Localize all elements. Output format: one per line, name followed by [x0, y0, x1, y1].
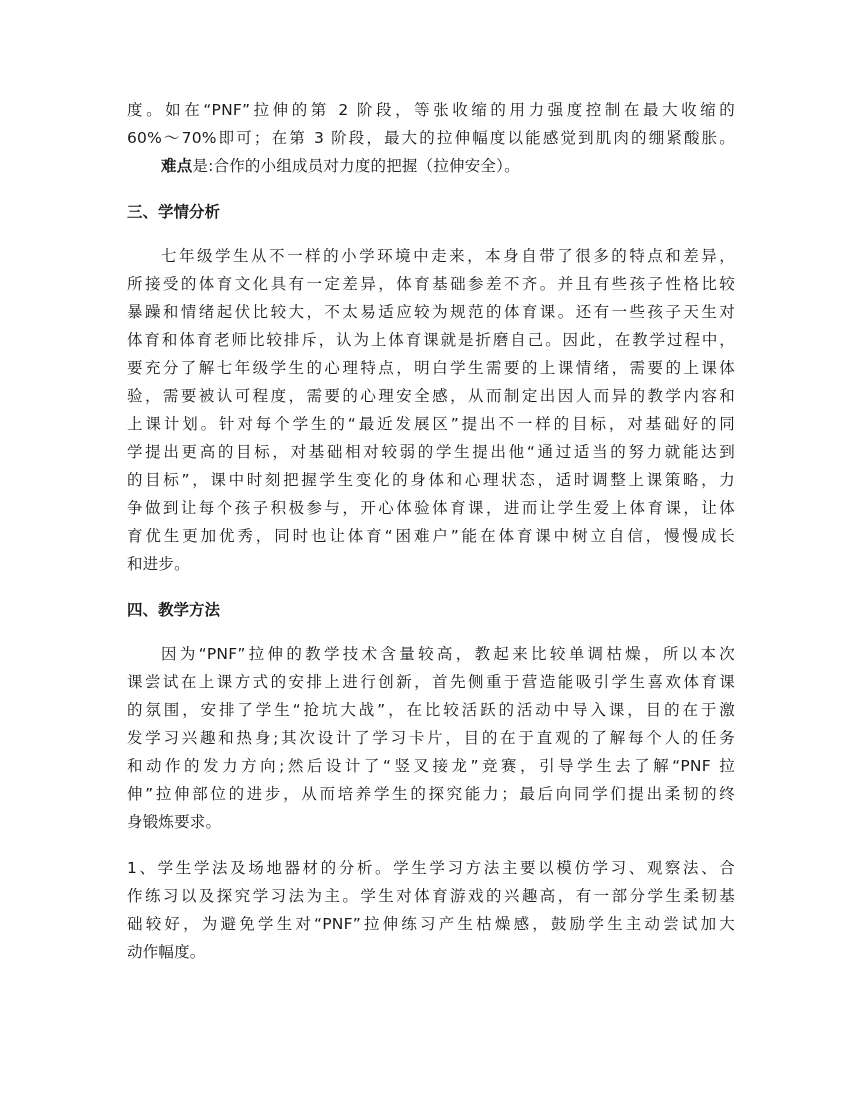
- text-line: 课尝试在上课方式的安排上进行创新，首先侧重于营造能吸引学生喜欢体育课: [127, 673, 735, 691]
- text-line: 1、学生学法及场地器材的分析。学生学习方法主要以模仿学习、观察法、合: [127, 859, 735, 877]
- text-line: 争做到让每个孩子积极参与，开心体验体育课，进而让学生爱上体育课，让体: [127, 499, 735, 517]
- text-line: 学提出更高的目标，对基础相对较弱的学生提出他“通过适当的努力就能达到: [127, 443, 735, 461]
- section-heading-learning-analysis: 三、学情分析: [127, 203, 221, 221]
- text-line: 作练习以及探究学习法为主。学生对体育游戏的兴趣高，有一部分学生柔韧基: [127, 887, 735, 905]
- difficulty-label: 难点: [161, 157, 193, 175]
- text-line: 要充分了解七年级学生的心理特点，明白学生需要的上课情绪，需要的上课体: [127, 359, 735, 377]
- text-line: 育优生更加优秀，同时也让体育“困难户”能在体育课中树立自信，慢慢成长: [127, 527, 735, 545]
- text-line: 的目标”，课中时刻把握学生变化的身体和心理状态，适时调整上课策略，力: [127, 471, 735, 489]
- text-line: 体育和体育老师比较排斥，认为上体育课就是折磨自己。因此，在教学过程中，: [127, 331, 735, 349]
- text-line: 和进步。: [127, 555, 190, 573]
- text-line: 发学习兴趣和热身;其次设计了学习卡片，目的在于直观的了解每个人的任务: [127, 729, 735, 747]
- document-page: [127, 96, 735, 966]
- text-line: 暴躁和情绪起伏比较大，不太易适应较为规范的体育课。还有一些孩子天生对: [127, 303, 735, 321]
- intro-paragraph: [127, 96, 735, 180]
- text-line: 础较好，为避免学生对“PNF”拉伸练习产生枯燥感，鼓励学生主动尝试加大: [127, 915, 735, 933]
- difficulty-text: 是:合作的小组成员对力度的把握（拉伸安全）。: [192, 157, 520, 175]
- text-line: 七年级学生从不一样的小学环境中走来，本身自带了很多的特点和差异，: [161, 247, 735, 265]
- text-line: 伸”拉伸部位的进步，从而培养学生的探究能力；最后向同学们提出柔韧的终: [127, 785, 735, 803]
- text-line: 的氛围，安排了学生“抢坑大战”，在比较活跃的活动中导入课，目的在于激: [127, 701, 735, 719]
- section-heading-teaching-methods: 四、教学方法: [127, 601, 221, 619]
- teaching-methods-paragraph: [127, 640, 735, 836]
- text-line: 上课计划。针对每个学生的“最近发展区”提出不一样的目标，对基础好的同: [127, 415, 735, 433]
- text-line: 所接受的体育文化具有一定差异，体育基础参差不齐。并且有些孩子性格比较: [127, 275, 735, 293]
- learning-analysis-paragraph: [127, 242, 735, 578]
- student-methods-paragraph: [127, 854, 735, 966]
- text-line: 和动作的发力方向;然后设计了“竖叉接龙”竞赛，引导学生去了解“PNF 拉: [127, 757, 735, 775]
- difficulty-line: [127, 152, 735, 180]
- text-line: 验，需要被认可程度，需要的心理安全感，从而制定出因人而异的教学内容和: [127, 387, 735, 405]
- text-line: 度。如在“PNF”拉伸的第 2 阶段，等张收缩的用力强度控制在最大收缩的: [127, 101, 735, 119]
- text-line: 因为“PNF”拉伸的教学技术含量较高，教起来比较单调枯燥，所以本次: [161, 645, 735, 663]
- text-line: 动作幅度。: [127, 943, 206, 961]
- text-line: 身锻炼要求。: [127, 813, 222, 831]
- text-line: 60%～70%即可；在第 3 阶段，最大的拉伸幅度以能感觉到肌肉的绷紧酸胀。: [127, 129, 735, 147]
